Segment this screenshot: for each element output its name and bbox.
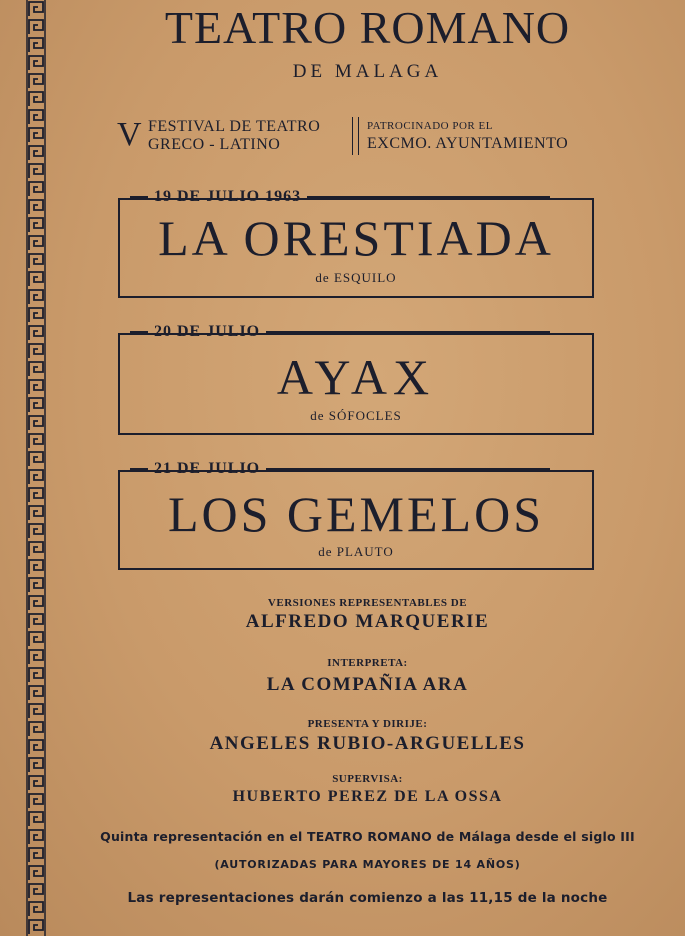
play-author: de PLAUTO (318, 544, 394, 559)
poster (60, 0, 675, 936)
greek-key-border (26, 0, 46, 936)
festival-info (112, 115, 657, 159)
play-date: 19 DE JULIO 1963 (154, 188, 302, 205)
festival-line2: GRECO - LATINO (148, 136, 281, 153)
credit-heading-interpreta: INTERPRETA: (327, 657, 408, 669)
festival-sponsor (367, 118, 568, 154)
festival-line1: FESTIVAL DE TEATRO (148, 118, 321, 135)
theatre-title: TEATRO ROMANO (164, 2, 571, 53)
note-start-time: Las representaciones darán comienzo a las 11,15 de la noche (127, 890, 608, 906)
play-author: de ESQUILO (315, 270, 397, 285)
credit-name-presenta: ANGELES RUBIO-ARGUELLES (209, 733, 526, 754)
credit-name-versions: ALFREDO MARQUERIE (245, 611, 490, 632)
play-date: 21 DE JULIO (154, 460, 261, 477)
theatre-subtitle: DE MALAGA (292, 61, 443, 82)
sponsor-line1: PATROCINADO POR EL (367, 120, 493, 132)
credit-name-supervisa: HUBERTO PEREZ DE LA OSSA (232, 788, 503, 805)
credit-heading-versions: VERSIONES REPRESENTABLES DE (267, 597, 468, 609)
play-date-row (130, 460, 550, 478)
note-fifth-performance: Quinta representación en el TEATRO ROMANO de Málaga desde el siglo III (100, 829, 635, 844)
credit-name-interpreta: LA COMPAÑIA ARA (266, 674, 469, 695)
play-box-gemelos (118, 460, 594, 570)
play-title: AYAX (276, 349, 436, 405)
note-age-restriction: (AUTORIZADAS PARA MAYORES DE 14 AÑOS) (214, 858, 521, 871)
play-date: 20 DE JULIO (154, 323, 261, 340)
play-title: LOS GEMELOS (167, 486, 545, 542)
play-box-orestiada (118, 188, 594, 298)
festival-numeral: V (117, 116, 142, 153)
festival-name (148, 118, 320, 154)
play-date-row (130, 323, 550, 341)
play-title: LA ORESTIADA (158, 210, 554, 266)
play-date-row (130, 188, 550, 206)
festival-divider (352, 117, 359, 155)
sponsor-line2: EXCMO. AYUNTAMIENTO (367, 135, 569, 152)
play-box-ayax (118, 323, 594, 435)
credit-heading-supervisa: SUPERVISA: (332, 773, 403, 785)
play-author: de SÓFOCLES (310, 408, 402, 423)
credit-heading-presenta: PRESENTA Y DIRIJE: (307, 718, 428, 730)
